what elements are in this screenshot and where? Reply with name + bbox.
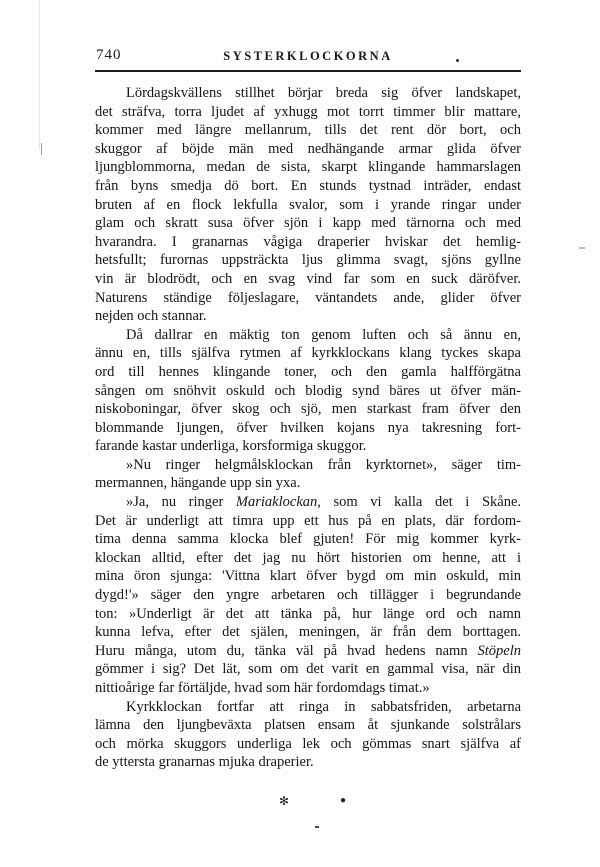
text-line: Det är underligt att timra upp ett hus på en plats, där fordom- bbox=[95, 512, 521, 529]
scan-artifact-tick bbox=[41, 143, 42, 155]
body-text bbox=[95, 84, 521, 772]
text-line: gömmer i sig? Det lät, som om det varit en gammal visa, när din bbox=[95, 661, 521, 678]
text-line: kunna lefva, efter det själen, meningen, är från dem borttagen. bbox=[95, 624, 521, 641]
text-line: Naturens ständige följeslagare, väntandets ande, glider öfver bbox=[95, 289, 521, 306]
text-line: glam och skratt susa öfver sjön i kapp med tärnorna och med bbox=[95, 215, 521, 232]
text-line: mina öron sjunga: 'Vittna klart öfver bygd om min oskuld, min bbox=[95, 568, 521, 585]
text-line: ord till hennes klingande toner, och den gamla halfförgätna bbox=[95, 363, 521, 380]
text-line: »Nu ringer helgmålsklockan från kyrktornet», säger tim- bbox=[126, 456, 521, 473]
text-line: ljungblommorna, medan de sista, skarpt klingande hammarslagen bbox=[95, 159, 521, 176]
text-line: hvarandra. I granarnas vågiga draperier hviskar det hemlig- bbox=[95, 233, 521, 250]
running-title: SYSTERKLOCKORNA bbox=[223, 49, 393, 63]
text-line: de yttersta granarnas mjuka draperier. bbox=[95, 754, 314, 771]
scan-artifact-speckle bbox=[315, 826, 319, 828]
paragraph bbox=[95, 456, 521, 493]
scan-artifact-dash bbox=[579, 247, 585, 249]
text-line: klockan alltid, efter det jag nu hört historien om henne, att i bbox=[95, 549, 521, 566]
text-line: det sträfva, torra ljudet af yxhugg mot torrt timmer blir mattare, bbox=[95, 103, 521, 120]
page-number: 740 bbox=[96, 47, 122, 63]
text-line: vin är blodrödt, och en svag vind far som en suck däröfver. bbox=[95, 270, 521, 287]
text-line: farande kastar underliga, korsformiga skuggor. bbox=[95, 438, 367, 455]
paragraph bbox=[95, 698, 521, 772]
asterisk-ornament-icon: ✻ bbox=[279, 794, 290, 808]
header-rule bbox=[95, 70, 521, 72]
italic-text: Stöpeln bbox=[477, 642, 521, 659]
text-line: nittioårige far förtäljde, hvad som här fordomdags timat.» bbox=[95, 680, 430, 696]
text-line: kommer med längre mellanrum, tills det rent dör bort, och bbox=[95, 122, 521, 139]
text-line: dygd!'» säger den yngre arbetaren och tillägger i begrundande bbox=[95, 587, 521, 604]
scan-artifact-hairline bbox=[39, 0, 40, 150]
text-line: ännu en, tills själfva rytmen af kyrkklockans klang tyckes skapa bbox=[95, 345, 521, 362]
text-line: Kyrkklockan fortfar att ringa in sabbatsfriden, arbetarna bbox=[126, 698, 521, 715]
text-line: ton: »Underligt är det att tänka på, hur länge ord och namn bbox=[95, 605, 521, 622]
text-line: sången om snöhvit oskuld och blodig synd bäres ut öfver män- bbox=[95, 382, 521, 399]
text-line: från byns smedja dö bort. En stunds tystnad inträder, endast bbox=[95, 177, 521, 194]
paragraph bbox=[95, 493, 521, 698]
paragraph bbox=[95, 84, 521, 326]
text-line: nejden och stannar. bbox=[95, 308, 207, 325]
text-line: Då dallrar en mäktig ton genom luften och så ännu en, bbox=[126, 326, 521, 343]
text-line: »Ja, nu ringer Mariaklockan, som vi kalla det i Skåne. bbox=[126, 494, 521, 511]
text-line: tima denna samma klocka blef gjuten! För mig kommer kyrk- bbox=[95, 531, 521, 548]
text-line: blommande ljungen, öfver hvilken kojans nya takresning fort- bbox=[95, 419, 521, 436]
text-line: mermannen, hängande upp sin yxa. bbox=[95, 475, 301, 492]
text-line: Lördagskvällens stillhet börjar breda sig öfver landskapet, bbox=[126, 85, 521, 101]
italic-text: Mariaklockan bbox=[235, 494, 318, 511]
text-line: hetsfullt; furornas uppsträckta ljus glimma svagt, sjöns gyllne bbox=[95, 252, 521, 269]
paragraph bbox=[95, 326, 521, 456]
scan-artifact-dot bbox=[456, 59, 459, 62]
text-line: Huru många, utom du, tänka väl på hvad hedens namn Stöpeln bbox=[95, 642, 521, 659]
text-line: skuggor af böjde män med nedhängande armar glida öfver bbox=[95, 140, 521, 157]
text-line: bruten af en flock lekfulla svalor, som i yrande ringar under bbox=[95, 196, 521, 213]
text-line: och mörka skuggors underliga lek och gömmas snart själfva af bbox=[95, 735, 521, 752]
dot-ornament-icon: ● bbox=[340, 795, 347, 806]
text-line: lämna den ljungbeväxta platsen ensam åt sjunkande solstrålars bbox=[95, 717, 521, 734]
text-line: niskoboningar, öfver skog och sjö, men starkast fram öfver den bbox=[95, 401, 521, 418]
